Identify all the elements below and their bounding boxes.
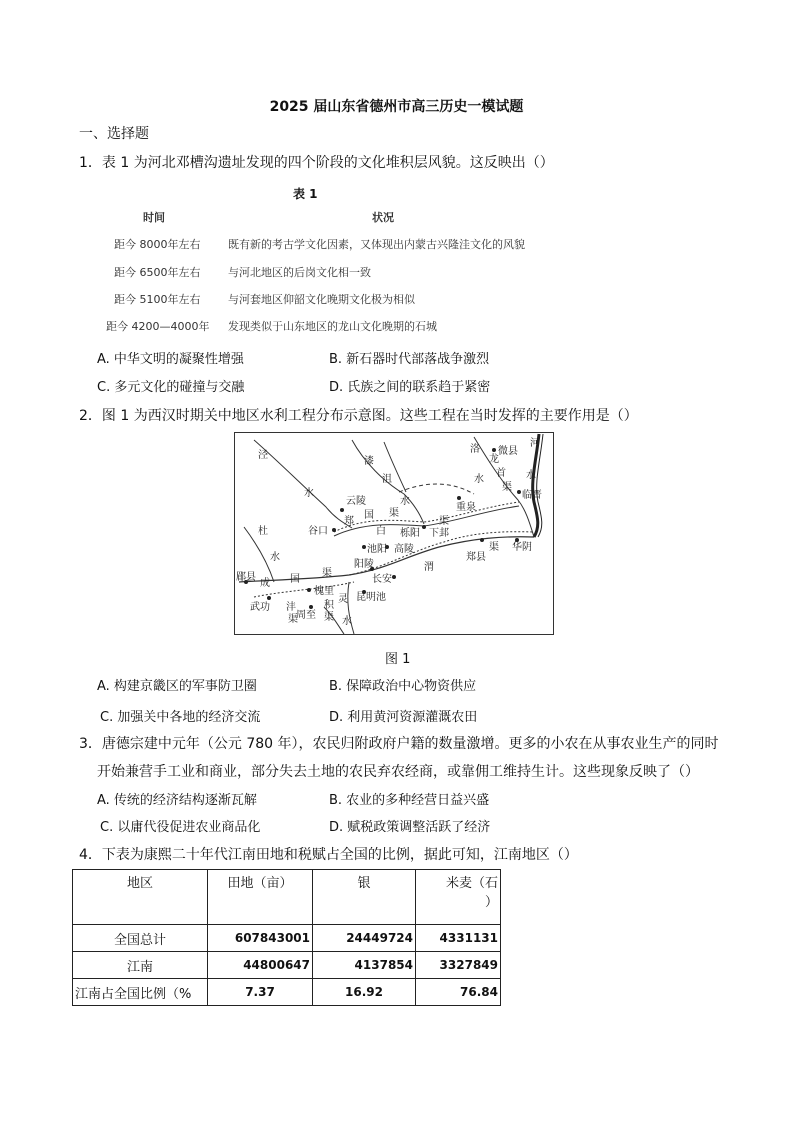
q3-option-d[interactable]: D. 赋税政策调整活跃了经济 (329, 820, 491, 835)
q3-stem-continued: 开始兼营手工业和商业，部分失去土地的农民弃农经商，或靠佣工维持生计。这些现象反映了（） (97, 764, 699, 780)
map-label: 沣 (286, 602, 296, 613)
q1-option-c[interactable]: C. 多元文化的碰撞与交融 (97, 380, 245, 395)
table-header-text-tail: ） (484, 895, 498, 910)
map-label: 微县 (498, 446, 518, 457)
q3-stem: 3．唐德宗建中元年（公元 780 年），农民归附政府户籍的数量激增。更多的小农在从事农业生产的同时 (79, 736, 719, 752)
table1-col-time: 时间 (143, 211, 165, 224)
q4-stem: 4．下表为康熙二十年代江南田地和税赋占全国的比例，据此可知，江南地区（） (79, 847, 578, 863)
map-label: 水 (474, 474, 484, 485)
map-label: 栎阳 (400, 528, 420, 539)
map-label: 河 (530, 438, 540, 449)
map-label: 郑 (344, 516, 354, 527)
table-header-text: 米麦（石 (445, 876, 498, 891)
table-cell: 44800647 (208, 952, 313, 979)
map-label: 国 (290, 574, 300, 585)
table1-status: 既有新的考古学文化因素，又体现出内蒙古兴隆洼文化的风貌 (228, 238, 525, 251)
q3-option-c[interactable]: C. 以庸代役促进农业商品化 (100, 820, 261, 835)
section-heading: 一、选择题 (79, 126, 149, 142)
table1-time: 距今 8000年左右 (114, 238, 201, 251)
table1-time: 距今 5100年左右 (114, 293, 201, 306)
map-label: 华阴 (512, 542, 532, 553)
table1-status: 与河套地区仰韶文化晚期文化极为相似 (228, 293, 415, 306)
table-header-cell: 地区 (73, 870, 208, 925)
table-row (73, 979, 501, 1006)
map-label: 槐里 (314, 586, 334, 597)
table1-status: 发现类似于山东地区的龙山文化晚期的石城 (228, 320, 437, 333)
map-label: 渠 (489, 542, 499, 553)
map-label: 渠 (288, 614, 298, 625)
table-cell: 76.84 (416, 979, 501, 1006)
q2-option-d[interactable]: D. 利用黄河资源灌溉农田 (329, 710, 478, 725)
map-label: 国 (364, 510, 374, 521)
table-cell: 4137854 (313, 952, 416, 979)
map-label: 积 (324, 600, 334, 611)
map-label: 白 (376, 526, 386, 537)
map-label: 沮 (382, 474, 392, 485)
table-cell: 7.37 (208, 979, 313, 1006)
map-label: 杜 (258, 526, 268, 537)
table-cell: 16.92 (313, 979, 416, 1006)
table-cell: 4331131 (416, 925, 501, 952)
map-label: 渭 (424, 562, 434, 573)
table-header-cell: 银 (313, 870, 416, 925)
table-cell: 江南 (73, 952, 208, 979)
map-label: 首 (496, 468, 506, 479)
map-label: 成 (260, 578, 270, 589)
q1-stem: 1．表 1 为河北邓槽沟遗址发现的四个阶段的文化堆积层风貌。这反映出（） (79, 155, 554, 171)
map-label: 水 (342, 616, 352, 627)
map-label: 重泉 (456, 502, 476, 513)
map-figure (234, 432, 554, 635)
table1-status: 与河北地区的后岗文化相一致 (228, 266, 371, 279)
table-header-cell (416, 870, 501, 925)
map-label: 郑县 (466, 552, 486, 563)
map-label: 渠 (502, 482, 512, 493)
map-label: 水 (270, 552, 280, 563)
map-label: 阳陵 (354, 559, 374, 570)
map-label: 长安 (372, 574, 392, 585)
map-label: 渠 (439, 516, 449, 527)
table1-col-status: 状况 (372, 211, 394, 224)
map-label: 云陵 (346, 496, 366, 507)
q2-option-a[interactable]: A. 构建京畿区的军事防卫圈 (97, 679, 257, 694)
map-label: 水 (400, 496, 410, 507)
map-label: 武功 (250, 602, 270, 613)
map-label: 池阳 (367, 544, 387, 555)
map-label: 郿县 (236, 572, 256, 583)
table-header-row (73, 870, 501, 925)
table-cell: 3327849 (416, 952, 501, 979)
table1-time: 距今 4200—4000年 (106, 320, 210, 333)
table1-title: 表 1 (293, 187, 318, 201)
map-label: 渠 (322, 568, 332, 579)
map-label: 渠 (389, 508, 399, 519)
map-label: 龙 (489, 454, 499, 465)
q2-option-b[interactable]: B. 保障政治中心物资供应 (329, 679, 477, 694)
q1-option-d[interactable]: D. 氏族之间的联系趋于紧密 (329, 380, 491, 395)
table-row (73, 925, 501, 952)
map-label: 水 (304, 488, 314, 499)
map-label: 灵 (338, 594, 348, 605)
page-title: 2025 届山东省德州市高三历史一模试题 (269, 99, 524, 115)
q4-table (72, 869, 501, 1006)
map-label: 下邽 (429, 528, 449, 539)
q2-stem: 2．图 1 为西汉时期关中地区水利工程分布示意图。这些工程在当时发挥的主要作用是（） (79, 408, 638, 424)
map-label: 漆 (364, 456, 374, 467)
q1-option-b[interactable]: B. 新石器时代部落战争激烈 (329, 352, 490, 367)
figure-caption: 图 1 (385, 652, 411, 667)
table-cell: 607843001 (208, 925, 313, 952)
q2-option-c[interactable]: C. 加强关中各地的经济交流 (100, 710, 261, 725)
map-label: 洛 (470, 444, 480, 455)
map-label: 渠 (324, 612, 334, 623)
map-label: 泾 (258, 450, 268, 461)
map-label: 昆明池 (356, 592, 386, 603)
table1-time: 距今 6500年左右 (114, 266, 201, 279)
q3-option-b[interactable]: B. 农业的多种经营日益兴盛 (329, 793, 490, 808)
map-label: 高陵 (394, 544, 414, 555)
table-cell: 全国总计 (73, 925, 208, 952)
q1-option-a[interactable]: A. 中华文明的凝聚性增强 (97, 352, 244, 367)
map-label: 水 (526, 470, 536, 481)
table-header-cell: 田地（亩） (208, 870, 313, 925)
table-row (73, 952, 501, 979)
map-label: 临晋 (522, 490, 542, 501)
map-label: 谷口 (308, 526, 328, 537)
q3-option-a[interactable]: A. 传统的经济结构逐渐瓦解 (97, 793, 257, 808)
table-cell: 江南占全国比例（% (73, 979, 208, 1006)
map-label: 周至 (296, 610, 316, 621)
table-cell: 24449724 (313, 925, 416, 952)
